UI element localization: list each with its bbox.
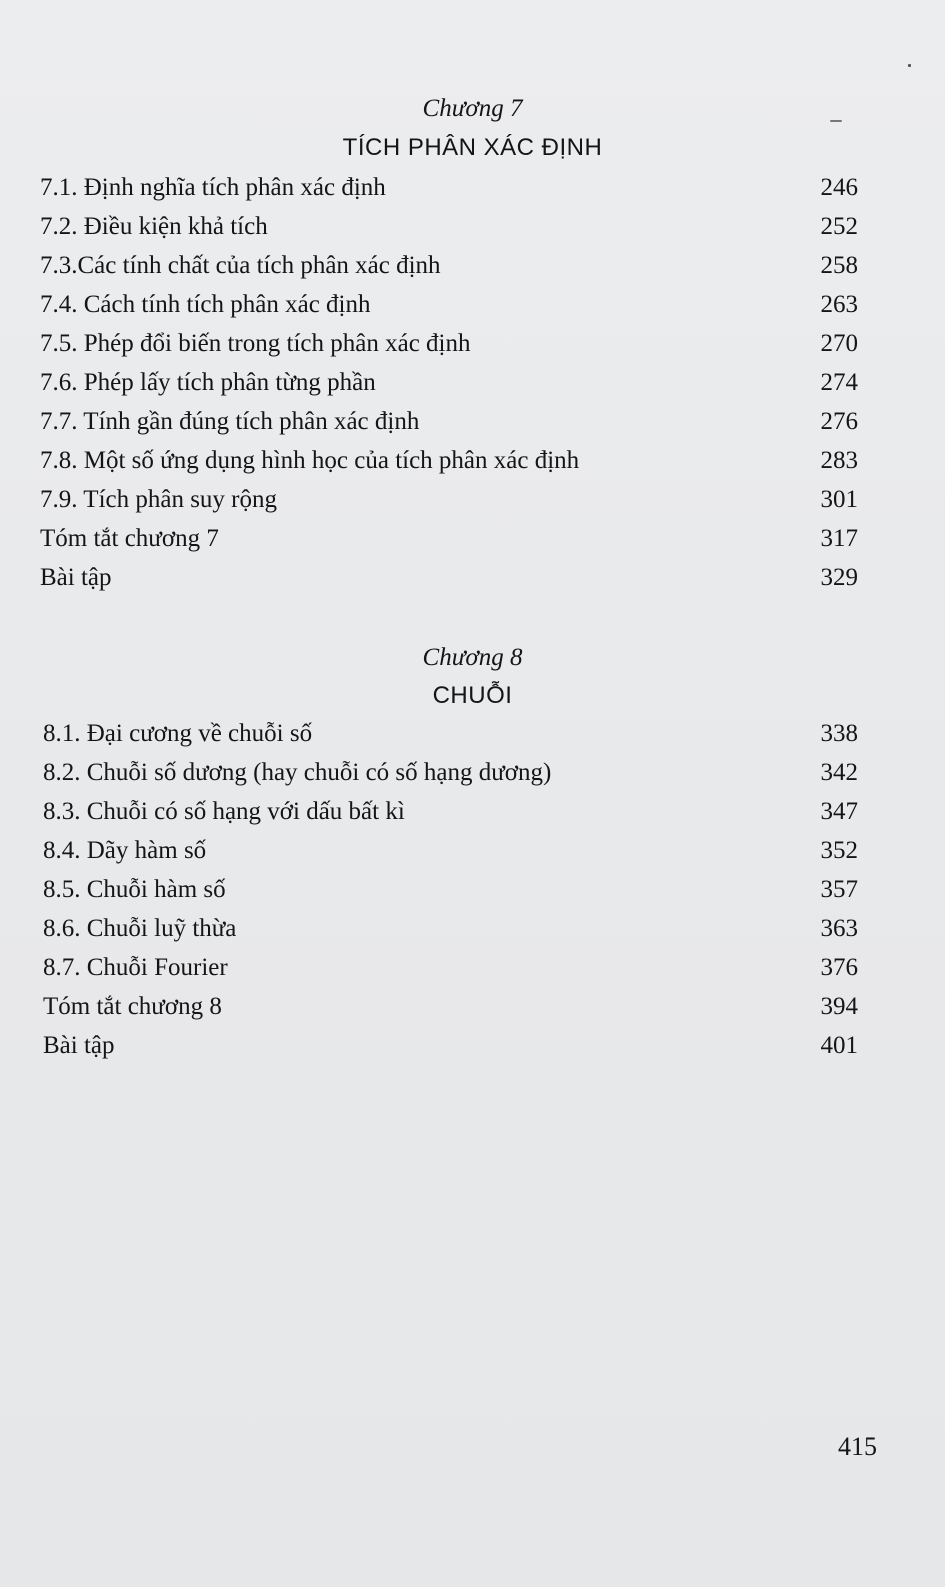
chapter-8-title: CHUỖI	[432, 682, 513, 709]
scan-speck	[908, 64, 911, 67]
toc-entry-page: 342	[820, 759, 858, 786]
toc-entry	[40, 209, 858, 245]
toc-entry-page: 357	[820, 876, 858, 903]
chapter-8-label: Chương 8	[422, 644, 523, 671]
toc-entry-page: 347	[820, 798, 858, 825]
toc-entry-page: 363	[820, 915, 858, 942]
toc-entry-label: 8.3. Chuỗi có số hạng với dấu bất kì	[43, 798, 405, 825]
toc-entry	[43, 1028, 858, 1064]
toc-entry	[40, 404, 858, 440]
toc-entry-page: 301	[820, 486, 858, 513]
toc-entry	[43, 911, 858, 947]
toc-entry-page: 352	[820, 837, 858, 864]
toc-entry	[43, 794, 858, 830]
toc-entry	[40, 482, 858, 518]
toc-entry-label: 8.5. Chuỗi hàm số	[43, 876, 226, 903]
toc-entry	[40, 170, 858, 206]
toc-entry-page: 401	[820, 1032, 858, 1059]
toc-entry-label: Bài tập	[43, 1032, 115, 1059]
toc-entry	[43, 833, 858, 869]
toc-entry-label: Tóm tắt chương 7	[40, 525, 219, 552]
toc-entry-label: 7.3.Các tính chất của tích phân xác định	[40, 252, 441, 279]
toc-entry-page: 258	[820, 252, 858, 279]
toc-entry-page: 276	[820, 408, 858, 435]
toc-entry	[40, 521, 858, 557]
toc-entry-label: 7.9. Tích phân suy rộng	[40, 486, 278, 513]
toc-entry	[40, 443, 858, 479]
toc-entry	[40, 326, 858, 362]
page-number: 415	[838, 1432, 877, 1461]
toc-entry	[43, 872, 858, 908]
toc-entry	[43, 989, 858, 1025]
scan-speck	[830, 120, 842, 122]
toc-entry-page: 376	[820, 954, 858, 981]
toc-entry	[40, 248, 858, 284]
toc-entry-page: 317	[820, 525, 858, 552]
chapter-7-label: Chương 7	[422, 95, 523, 122]
toc-entry	[43, 755, 858, 791]
toc-entry-page: 329	[820, 564, 858, 591]
toc-entry-label: 7.4. Cách tính tích phân xác định	[40, 291, 371, 318]
toc-entry-page: 274	[820, 369, 858, 396]
toc-entry-label: 7.1. Định nghĩa tích phân xác định	[40, 174, 386, 201]
toc-entry-label: 8.7. Chuỗi Fourier	[43, 954, 228, 981]
toc-entry-label: 7.2. Điều kiện khả tích	[40, 213, 268, 240]
toc-entry-page: 252	[820, 213, 858, 240]
toc-entry-label: 7.7. Tính gần đúng tích phân xác định	[40, 408, 420, 435]
toc-entry-page: 263	[820, 291, 858, 318]
toc-entry-page: 338	[820, 720, 858, 747]
toc-entry-page: 283	[820, 447, 858, 474]
toc-entry-page: 246	[820, 174, 858, 201]
toc-entry-label: 8.6. Chuỗi luỹ thừa	[43, 915, 237, 942]
toc-entry-page: 270	[820, 330, 858, 357]
toc-entry	[40, 560, 858, 596]
toc-entry	[40, 365, 858, 401]
toc-entry-label: 8.1. Đại cương về chuỗi số	[43, 720, 313, 747]
toc-entry-label: 7.8. Một số ứng dụng hình học của tích phân xác định	[40, 447, 580, 474]
toc-entry-label: 8.4. Dãy hàm số	[43, 837, 207, 864]
toc-entry-label: 8.2. Chuỗi số dương (hay chuỗi có số hạng dương)	[43, 759, 552, 786]
chapter-7-title: TÍCH PHÂN XÁC ĐỊNH	[342, 134, 603, 161]
toc-entry-label: 7.6. Phép lấy tích phân từng phần	[40, 369, 376, 396]
toc-entry-label: Tóm tắt chương 8	[43, 993, 222, 1020]
toc-entry	[43, 716, 858, 752]
toc-entry	[40, 287, 858, 323]
toc-entry-page: 394	[820, 993, 858, 1020]
toc-entry	[43, 950, 858, 986]
toc-entry-label: 7.5. Phép đổi biến trong tích phân xác định	[40, 330, 471, 357]
toc-entry-label: Bài tập	[40, 564, 112, 591]
